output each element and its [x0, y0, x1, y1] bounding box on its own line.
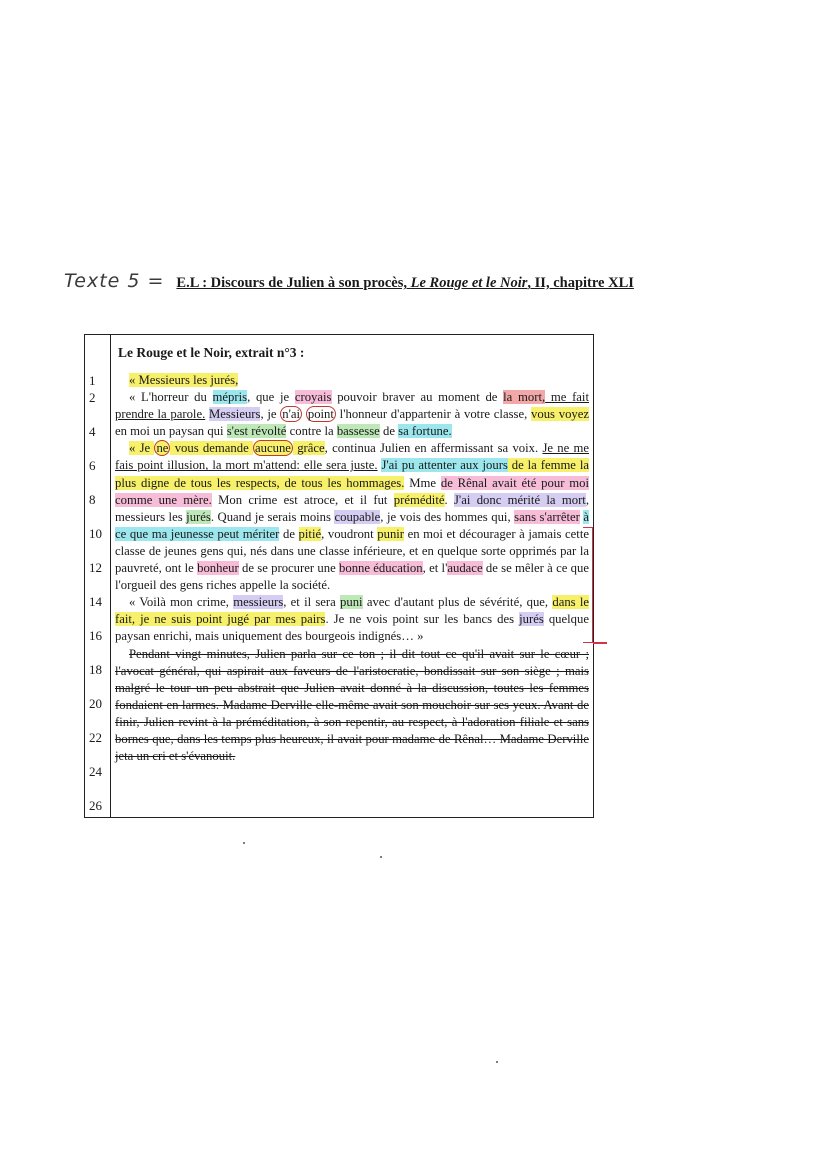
line-number: 18 [89, 662, 102, 677]
text-run: l'honneur d'appartenir à votre classe, [335, 407, 532, 422]
text-run: Mme [404, 475, 441, 490]
extract-text [115, 372, 589, 765]
text-run: , je [260, 407, 281, 422]
text-run: J'ai donc mérité la mort [454, 492, 586, 507]
line-number-column [85, 335, 111, 817]
line-number: 8 [89, 492, 96, 507]
line-number: 1 [89, 373, 96, 388]
text-run: grâce [292, 441, 325, 456]
text-run: audace [447, 561, 483, 576]
text-run: bonne éducation [339, 561, 423, 576]
text-run: de [379, 424, 399, 439]
heading-work-title: Le Rouge et le Noir [410, 275, 528, 291]
text-run: pouvoir braver au moment de [331, 390, 504, 405]
heading-prefix: E.L : Discours de Julien à son procès, [176, 275, 411, 291]
text-run: Je ne me fais point illusion, la mort m'attend: elle sera juste. [115, 441, 590, 473]
text-run: Messieurs [209, 407, 261, 422]
line-number: 16 [89, 628, 102, 643]
text-run: avec d'autant plus de sévérité, que, [362, 595, 553, 610]
text-run: jurés [186, 509, 211, 524]
text-run: mépris [212, 390, 248, 405]
line-number: 22 [89, 730, 102, 745]
text-run: me fait prendre la parole. [115, 390, 589, 422]
text-run: . Je ne vois point sur les bancs des [325, 612, 520, 627]
text-run: de se mêler à ce que l'orgueil des gens riches appelle la société. [115, 561, 589, 593]
text-run: de la femme la plus digne de tous les respects, de tous les hommages. [115, 458, 590, 490]
text-run: , je vois des hommes qui, [380, 509, 515, 524]
line-number: 12 [89, 560, 102, 575]
text-run: en moi et décourager à jamais cette classe de jeunes gens qui, nés dans une classe inférieure, et en quelque sorte opprimés par la pauvreté, ont le [115, 526, 589, 576]
struck-paragraph: Pendant vingt minutes, Julien parla sur ce ton ; il dit tout ce qu'il avait sur le cœur ; l'avocat général, qui aspirait aux faveurs de l'aristocratie, bondissait sur son siège ; mais malgré le tour un peu abstrait que Julien avait donné à la discussion, toutes les femmes fondaient en larmes. Madame Derville elle-même avait son mouchoir sur ses yeux. Avant de finir, Julien revint à la préméditation, à son repentir, au respect, à l'adoration filiale et sans bornes que, dans les temps plus heureux, il avait pour madame de Rênal… Madame Derville jeta un cri et s'évanouit. [115, 646, 589, 764]
text-run: prémédité [393, 492, 445, 507]
text-run: messieurs [233, 595, 284, 610]
text-run: ne [156, 441, 169, 456]
text-run: « Messieurs les jurés, [129, 373, 239, 387]
text-run: , que je [247, 390, 295, 405]
text-run: jurés [519, 612, 544, 627]
text-run: sa fortune. [398, 424, 452, 439]
paragraph [115, 594, 589, 645]
text-run: la mort, [503, 390, 546, 405]
text-run: J'ai pu attenter aux jours [381, 458, 508, 473]
handwritten-label: Texte 5 = [64, 270, 165, 292]
text-run: Mon crime est atroce, et il fut [211, 492, 394, 507]
text-run: pitié [298, 526, 322, 541]
text-run: dans le fait, je ne suis point jugé par mes pairs [115, 595, 589, 627]
line-number: 2 [89, 390, 96, 405]
line-number: 6 [89, 458, 96, 473]
extract-table [84, 334, 594, 818]
text-run: , et il sera [283, 595, 341, 610]
paragraph [115, 440, 589, 594]
text-run: « Je [129, 441, 155, 456]
scan-speck [243, 842, 245, 844]
text-run: punir [377, 526, 405, 541]
text-run: de Rênal avait été pour moi comme une mère. [115, 475, 589, 507]
heading-chapter: , II, chapitre XLI [527, 275, 634, 291]
text-run: , et l' [422, 561, 448, 576]
line-number: 24 [89, 764, 102, 779]
text-run: . Quand je serais moins [210, 509, 335, 524]
text-run: « Voilà mon crime, [129, 595, 234, 610]
text-run: bassesse [336, 424, 380, 439]
text-run: contre la [286, 424, 337, 439]
text-run: « L'horreur du [129, 390, 213, 405]
text-run: de [279, 526, 299, 541]
extract-title: Le Rouge et le Noir, extrait n°3 : [118, 345, 305, 360]
text-run: en moi un paysan qui [115, 424, 227, 439]
text-run: coupable [334, 509, 381, 524]
paragraph [115, 389, 589, 440]
text-run: s'est révolté [226, 424, 287, 439]
text-run: vous voyez [531, 407, 590, 422]
text-run: point [307, 407, 334, 422]
document-heading [64, 270, 764, 304]
text-run: à ce que ma jeunesse peut mériter [115, 509, 589, 541]
text-run: n'ai [282, 407, 301, 422]
margin-bracket [583, 527, 593, 643]
text-run: sans s'arrêter [514, 509, 580, 524]
text-run: quelque paysan enrichi, mais uniquement des bourgeois indignés… » [115, 612, 589, 644]
line-number: 26 [89, 798, 102, 813]
text-run: aucune [255, 441, 291, 456]
text-run: bonheur [197, 561, 239, 576]
text-run: . [444, 492, 454, 507]
line-number: 4 [89, 424, 96, 439]
line-number: 20 [89, 696, 102, 711]
text-run: vous demande [170, 441, 253, 456]
line-number: 10 [89, 526, 102, 541]
paragraph [115, 372, 589, 389]
text-run: croyais [294, 390, 332, 405]
text-run: , continua Julien en affermissant sa voix. [324, 441, 543, 456]
line-number: 14 [89, 594, 102, 609]
scan-speck [496, 1061, 498, 1063]
text-run: , messieurs les [115, 492, 590, 524]
scan-speck [380, 856, 382, 858]
margin-bracket-tail [593, 642, 607, 644]
text-run: de se procurer une [238, 561, 339, 576]
text-run: , voudront [321, 526, 378, 541]
text-run: puni [340, 595, 363, 610]
